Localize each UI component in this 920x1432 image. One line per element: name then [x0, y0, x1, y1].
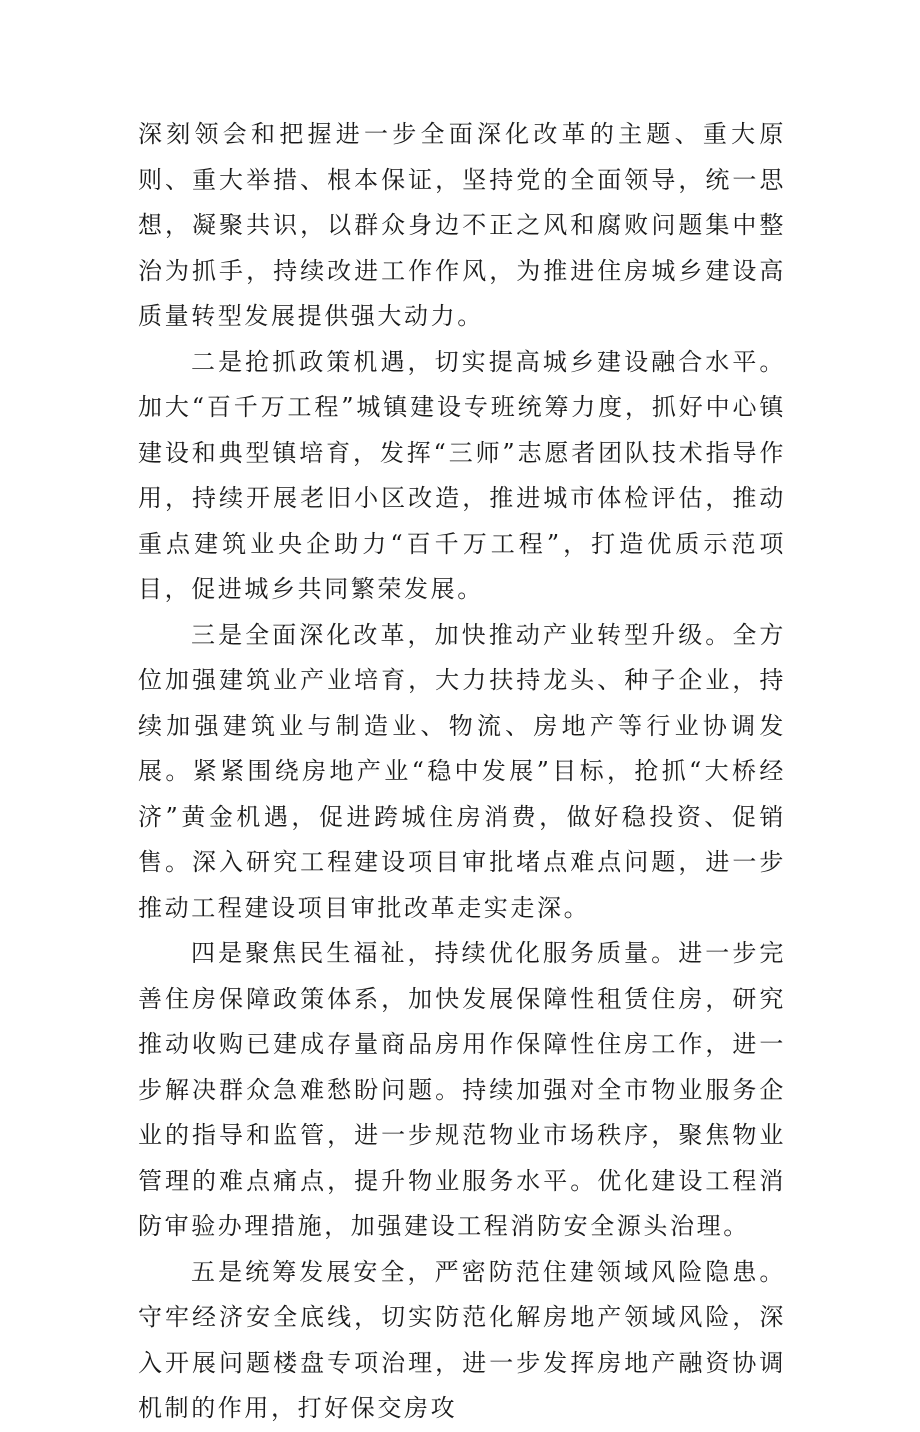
paragraph-5: 五是统筹发展安全，严密防范住建领域风险隐患。守牢经济安全底线，切实防范化解房地产领域风险，深入开展问题楼盘专项治理，进一步发挥房地产融资协调机制的作用，打好保交房攻 — [138, 1257, 786, 1422]
paragraph-1: 深刻领会和把握进一步全面深化改革的主题、重大原则、重大举措、根本保证，坚持党的全面领导，统一思想，凝聚共识，以群众身边不正之风和腐败问题集中整治为抓手，持续改进工作作风，为推进住房城乡建设高质量转型发展提供强大动力。 — [138, 120, 786, 330]
paragraph-3: 三是全面深化改革，加快推动产业转型升级。全方位加强建筑业产业培育，大力扶持龙头、种子企业，持续加强建筑业与制造业、物流、房地产等行业协调发展。紧紧围绕房地产业“稳中发展”目标，抢抓“大桥经济”黄金机遇，促进跨城住房消费，做好稳投资、促销售。深入研究工程建设项目审批堵点难点问题，进一步推动工程建设项目审批改革走实走深。 — [138, 620, 786, 922]
paragraph-2: 二是抢抓政策机遇，切实提高城乡建设融合水平。加大“百千万工程”城镇建设专班统筹力度，抓好中心镇建设和典型镇培育，发挥“三师”志愿者团队技术指导作用，持续开展老旧小区改造，推进城市体检评估，推动重点建筑业央企助力“百千万工程”，打造优质示范项目，促进城乡共同繁荣发展。 — [138, 347, 786, 603]
paragraph-4: 四是聚焦民生福祉，持续优化服务质量。进一步完善住房保障政策体系，加快发展保障性租赁住房，研究推动收购已建成存量商品房用作保障性住房工作，进一步解决群众急难愁盼问题。持续加强对全市物业服务企业的指导和监管，进一步规范物业市场秩序，聚焦物业管理的难点痛点，提升物业服务水平。优化建设工程消防审验办理措施，加强建设工程消防安全源头治理。 — [138, 939, 786, 1240]
document-body — [138, 112, 786, 1432]
